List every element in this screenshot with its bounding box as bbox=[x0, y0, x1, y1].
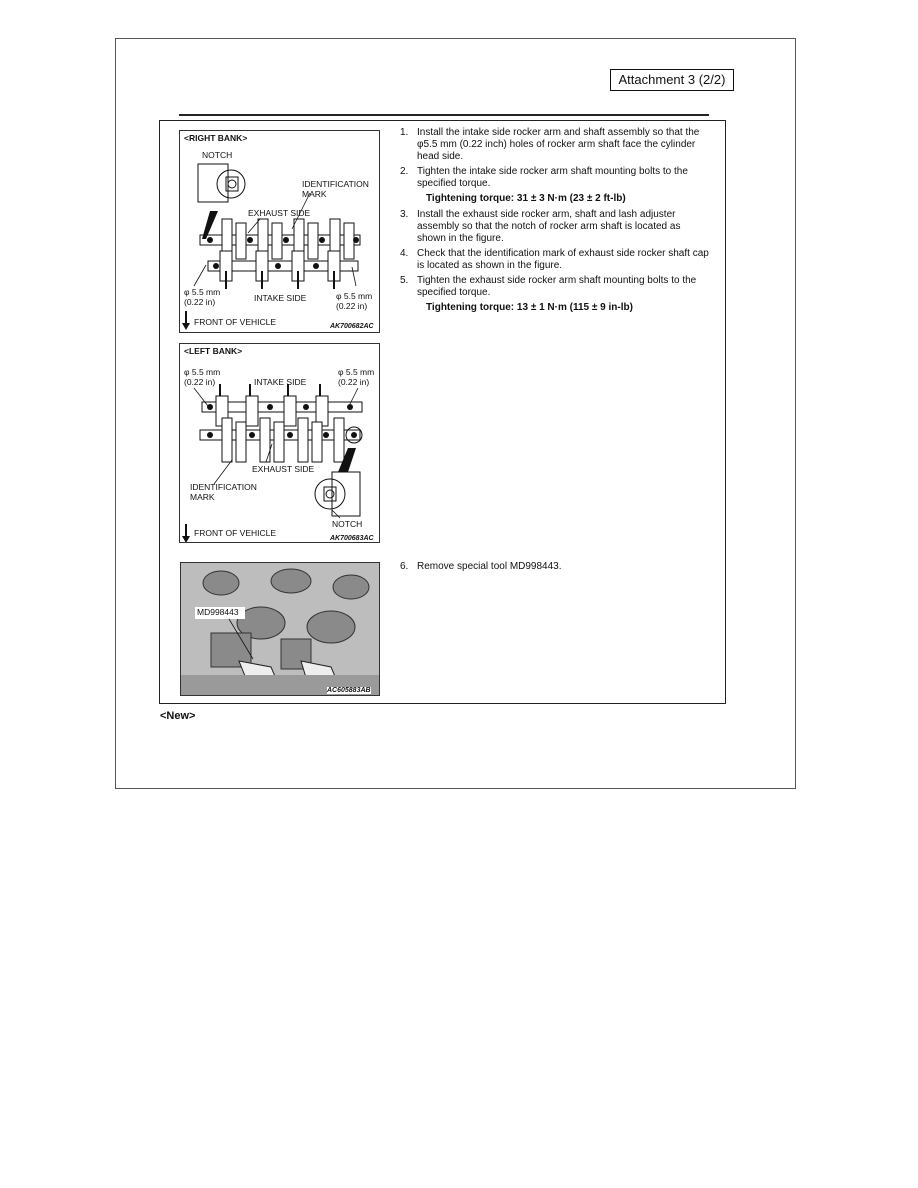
left-notch-label: NOTCH bbox=[332, 519, 363, 529]
engine-photo bbox=[181, 563, 380, 696]
left-figure-code: AK700683AC bbox=[330, 535, 374, 542]
left-intake-label: INTAKE SIDE bbox=[254, 377, 307, 387]
intake-torque-spec: Tightening torque: 31 ± 3 N·m (23 ± 2 ft-lb) bbox=[426, 193, 626, 204]
right-bank-title: <RIGHT BANK> bbox=[184, 133, 248, 143]
step-number: 6. bbox=[400, 561, 409, 572]
right-hole-left-label: φ 5.5 mm (0.22 in) bbox=[184, 287, 221, 307]
step-text: Install the intake side rocker arm and shaft assembly so that the φ5.5 mm (0.22 inch) holes of rocker arm shaft face the cylinder head side. bbox=[417, 127, 700, 162]
step-text: Remove special tool MD998443. bbox=[417, 561, 562, 572]
left-ident-label: IDENTIFICATION MARK bbox=[190, 482, 257, 502]
photo-tool-label: MD998443 bbox=[197, 607, 239, 617]
step-text: Tighten the exhaust side rocker arm shaft mounting bolts to the specified torque. bbox=[417, 275, 697, 298]
right-exhaust-label: EXHAUST SIDE bbox=[248, 208, 311, 218]
right-hole-right-label: φ 5.5 mm (0.22 in) bbox=[336, 291, 373, 311]
left-hole-left-label: φ 5.5 mm (0.22 in) bbox=[184, 367, 221, 387]
photo-figure-code: AC605883AB bbox=[327, 687, 371, 694]
left-hole-right-label: φ 5.5 mm (0.22 in) bbox=[338, 367, 375, 387]
attachment-label: Attachment 3 (2/2) bbox=[610, 69, 734, 91]
step-4 bbox=[400, 248, 712, 272]
left-front-label: FRONT OF VEHICLE bbox=[194, 528, 277, 538]
step-text: Tighten the intake side rocker arm shaft mounting bolts to the specified torque. bbox=[417, 166, 688, 189]
step-number: 5. bbox=[400, 275, 409, 286]
step-number: 1. bbox=[400, 127, 409, 138]
right-notch-label: NOTCH bbox=[202, 150, 233, 160]
new-note: <New> bbox=[160, 710, 196, 722]
left-bank-figure bbox=[179, 343, 380, 543]
procedure-steps bbox=[400, 127, 712, 318]
step-text: Check that the identification mark of exhaust side rocker shaft cap is located as shown in the figure. bbox=[417, 248, 709, 271]
photo-figure bbox=[180, 562, 380, 696]
step-2 bbox=[400, 166, 712, 190]
right-figure-code: AK700682AC bbox=[330, 323, 374, 330]
right-intake-label: INTAKE SIDE bbox=[254, 293, 307, 303]
header-rule bbox=[179, 114, 709, 116]
step-text: Install the exhaust side rocker arm, shaft and lash adjuster assembly so that the notch of rocker arm shaft is located as shown in the figure. bbox=[417, 209, 681, 244]
left-bank-title: <LEFT BANK> bbox=[184, 346, 243, 356]
right-ident-label: IDENTIFICATION MARK bbox=[302, 179, 369, 199]
right-bank-figure bbox=[179, 130, 380, 333]
step-5 bbox=[400, 275, 712, 299]
right-front-label: FRONT OF VEHICLE bbox=[194, 317, 277, 327]
step-number: 2. bbox=[400, 166, 409, 177]
step-1 bbox=[400, 127, 712, 163]
left-exhaust-label: EXHAUST SIDE bbox=[252, 464, 315, 474]
exhaust-torque-spec: Tightening torque: 13 ± 1 N·m (115 ± 9 in-lb) bbox=[426, 302, 633, 313]
step-number: 3. bbox=[400, 209, 409, 220]
step-6 bbox=[400, 561, 562, 572]
step-number: 4. bbox=[400, 248, 409, 259]
step-3 bbox=[400, 209, 712, 245]
